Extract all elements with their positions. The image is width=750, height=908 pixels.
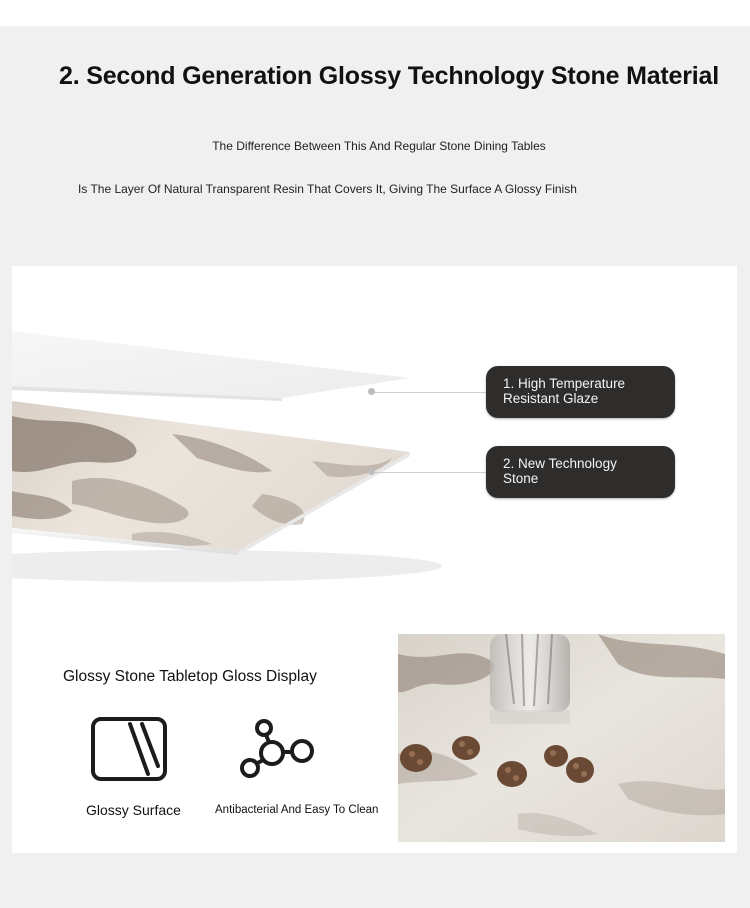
product-panel bbox=[12, 266, 737, 853]
subtitle-line-1: The Difference Between This And Regular Stone Dining Tables bbox=[212, 139, 546, 153]
callout-stone-line2: Stone bbox=[503, 471, 539, 486]
callout-stone bbox=[486, 446, 675, 498]
top-band bbox=[0, 0, 750, 26]
stone-connector bbox=[372, 472, 486, 473]
gloss-display-photo bbox=[398, 634, 725, 842]
stone-connector-dot bbox=[368, 468, 375, 475]
callout-stone-line1: 2. New Technology bbox=[503, 456, 617, 471]
glossy-surface-icon bbox=[90, 716, 168, 782]
subtitle-line-2: Is The Layer Of Natural Transparent Resin That Covers It, Giving The Surface A Glossy Finish bbox=[78, 182, 577, 196]
page-title: 2. Second Generation Glossy Technology Stone Material bbox=[59, 62, 719, 90]
callout-glaze bbox=[486, 366, 675, 418]
feature-antibacterial-label: Antibacterial And Easy To Clean bbox=[215, 804, 379, 816]
callout-glaze-line1: 1. High Temperature bbox=[503, 376, 626, 391]
glaze-connector-dot bbox=[368, 388, 375, 395]
slab-shadow bbox=[12, 550, 442, 582]
glaze-layer bbox=[12, 331, 410, 398]
gloss-display-heading: Glossy Stone Tabletop Gloss Display bbox=[63, 668, 317, 685]
callout-glaze-line2: Resistant Glaze bbox=[503, 391, 599, 406]
glass-vase bbox=[490, 634, 570, 724]
feature-glossy-surface-label: Glossy Surface bbox=[86, 802, 181, 818]
glaze-connector bbox=[372, 392, 486, 393]
molecule-icon bbox=[238, 718, 318, 780]
